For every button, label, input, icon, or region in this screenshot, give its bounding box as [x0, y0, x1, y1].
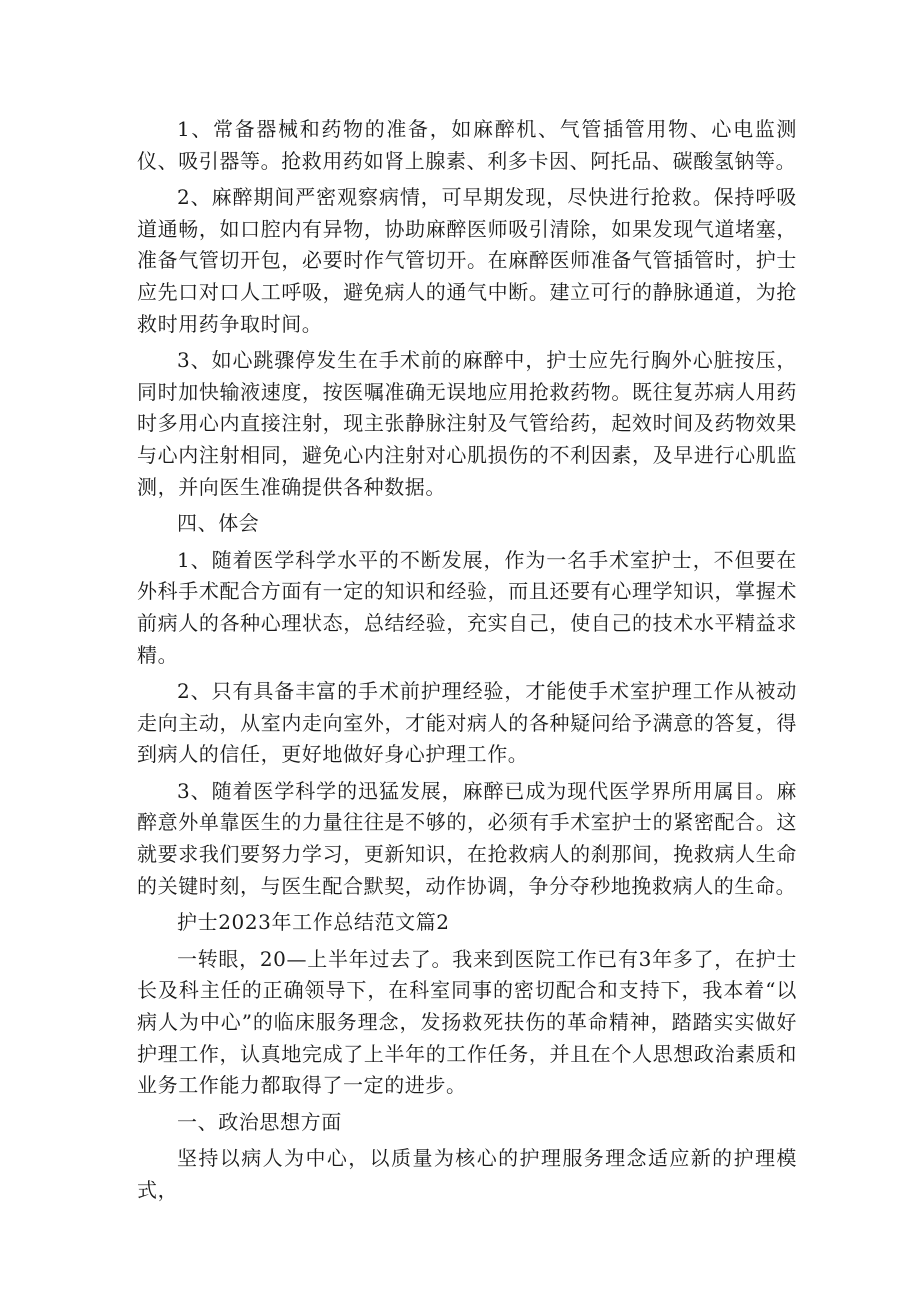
section-heading-experience: 四、体会	[177, 511, 260, 536]
document-body	[137, 114, 797, 1212]
paragraph-anesthesia-observation: 2、麻醉期间严密观察病情，可早期发现，尽快进行抢救。保持呼吸道通畅，如口腔内有异物，协助麻醉医师吸引清除，如果发现气道堵塞，准备气管切开包，必要时作气管切开。在麻醉医师准备气管插管时，护士应先口对口人工呼吸，避免病人的通气中断。建立可行的静脉通道，为抢救时用药争取时间。	[137, 185, 797, 336]
paragraph-experience-1: 1、随着医学科学水平的不断发展，作为一名手术室护士，不但要在外科手术配合方面有一定的知识和经验，而且还要有心理学知识，掌握术前病人的各种心理状态，总结经验，充实自己，使自己的技术水平精益求精。	[137, 547, 797, 667]
section-heading-political: 一、政治思想方面	[177, 1109, 342, 1134]
paragraph-intro: 一转眼，20—上半年过去了。我来到医院工作已有3年多了，在护士长及科主任的正确领导下，在科室同事的密切配合和支持下，我本着“以病人为中心”的临床服务理念，发扬救死扶伤的革命精神，踏踏实实做好护理工作，认真地完成了上半年的工作任务，并且在个人思想政治素质和业务工作能力都取得了一定的进步。	[137, 946, 797, 1098]
paragraph-political: 坚持以病人为中心，以质量为核心的护理服务理念适应新的护理模式，	[137, 1146, 797, 1202]
paragraph-equipment-preparation: 1、常备器械和药物的准备，如麻醉机、气管插管用物、心电监测仪、吸引器等。抢救用药如肾上腺素、利多卡因、阿托品、碳酸氢钠等。	[137, 117, 797, 173]
article-title-2: 护士2023年工作总结范文篇2	[177, 910, 450, 935]
paragraph-cardiac-arrest: 3、如心跳骤停发生在手术前的麻醉中，护士应先行胸外心脏按压，同时加快输液速度，按医嘱准确无误地应用抢救药物。既往复苏病人用药时多用心内直接注射，现主张静脉注射及气管给药，起效时间及药物效果与心内注射相同，避免心内注射对心肌损伤的不利因素，及早进行心肌监测，并向医生准确提供各种数据。	[137, 348, 797, 499]
paragraph-experience-2: 2、只有具备丰富的手术前护理经验，才能使手术室护理工作从被动走向主动，从室内走向室外，才能对病人的各种疑问给予满意的答复，得到病人的信任，更好地做好身心护理工作。	[137, 679, 797, 767]
paragraph-experience-3: 3、随着医学科学的迅猛发展，麻醉已成为现代医学界所用属目。麻醉意外单靠医生的力量往往是不够的，必须有手术室护士的紧密配合。这就要求我们要努力学习，更新知识，在抢救病人的刹那间，挽救病人生命的关键时刻，与医生配合默契，动作协调，争分夺秒地挽救病人的生命。	[137, 778, 797, 898]
